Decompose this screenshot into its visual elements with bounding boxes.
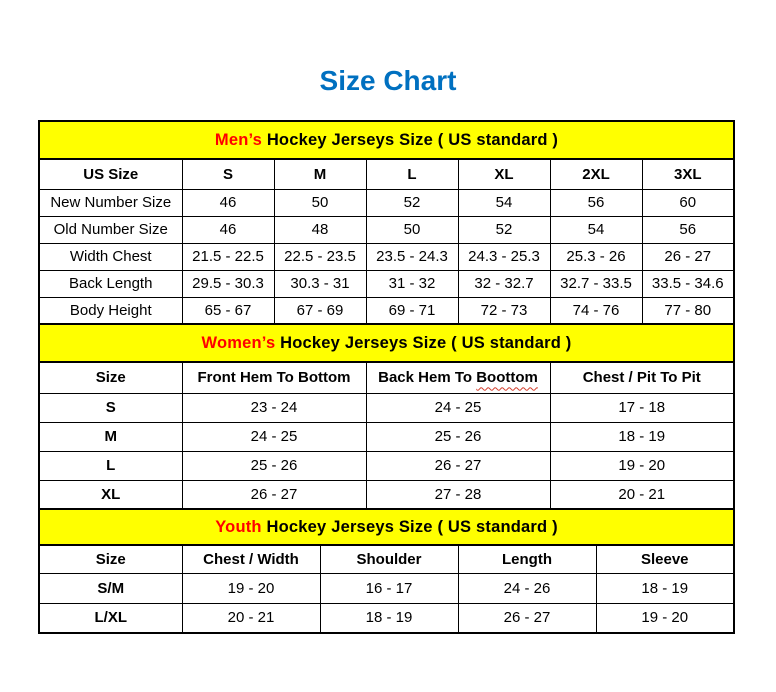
youth-band-highlight: Youth <box>215 517 262 536</box>
mens-value-cell: 22.5 - 23.5 <box>274 243 366 270</box>
youth-header-row <box>39 545 734 573</box>
mens-band-title: Hockey Jerseys Size ( US standard ) <box>262 130 559 149</box>
mens-value-cell: 26 - 27 <box>642 243 734 270</box>
youth-value-cell: 24 - 26 <box>458 573 596 603</box>
mens-value-cell: 52 <box>458 216 550 243</box>
mens-column-header: XL <box>458 159 550 189</box>
womens-value-cell: 26 - 27 <box>182 480 366 509</box>
womens-column-header-text: Size <box>95 369 126 387</box>
youth-column-header: Shoulder <box>320 545 458 573</box>
youth-section-band-row <box>39 509 734 545</box>
mens-column-header: 3XL <box>642 159 734 189</box>
mens-value-cell: 24.3 - 25.3 <box>458 243 550 270</box>
womens-band-title: Hockey Jerseys Size ( US standard ) <box>275 333 572 352</box>
womens-column-header <box>182 362 366 393</box>
youth-value-cell: 18 - 19 <box>320 603 458 633</box>
mens-size-table <box>38 120 735 325</box>
mens-column-header: US Size <box>39 159 182 189</box>
womens-column-header <box>39 362 182 393</box>
womens-row-label: L <box>39 451 182 480</box>
mens-value-cell: 54 <box>550 216 642 243</box>
mens-table-row <box>39 297 734 324</box>
womens-column-header-text: Front Hem To Bottom <box>197 369 351 387</box>
youth-band-title: Hockey Jerseys Size ( US standard ) <box>261 517 558 536</box>
mens-value-cell: 60 <box>642 189 734 216</box>
mens-value-cell: 23.5 - 24.3 <box>366 243 458 270</box>
youth-value-cell: 18 - 19 <box>596 573 734 603</box>
youth-column-header: Length <box>458 545 596 573</box>
womens-value-cell: 24 - 25 <box>182 422 366 451</box>
womens-section-band <box>39 324 734 362</box>
youth-section-band <box>39 509 734 545</box>
youth-column-header: Sleeve <box>596 545 734 573</box>
womens-band-highlight: Women’s <box>201 333 276 352</box>
mens-value-cell: 46 <box>182 189 274 216</box>
womens-value-cell: 24 - 25 <box>366 393 550 422</box>
mens-value-cell: 67 - 69 <box>274 297 366 324</box>
mens-value-cell: 32 - 32.7 <box>458 270 550 297</box>
womens-column-header-misspelled-word: Boottom <box>476 369 538 387</box>
mens-section-band <box>39 121 734 159</box>
womens-value-cell: 17 - 18 <box>550 393 734 422</box>
youth-row-label: L/XL <box>39 603 182 633</box>
womens-column-header <box>366 362 550 393</box>
mens-value-cell: 52 <box>366 189 458 216</box>
womens-row-label: S <box>39 393 182 422</box>
womens-header-row <box>39 362 734 393</box>
mens-column-header: M <box>274 159 366 189</box>
mens-table-row <box>39 243 734 270</box>
womens-table-row <box>39 451 734 480</box>
womens-value-cell: 18 - 19 <box>550 422 734 451</box>
mens-value-cell: 21.5 - 22.5 <box>182 243 274 270</box>
mens-value-cell: 77 - 80 <box>642 297 734 324</box>
youth-column-header: Chest / Width <box>182 545 320 573</box>
mens-value-cell: 48 <box>274 216 366 243</box>
mens-row-label: Old Number Size <box>39 216 182 243</box>
mens-value-cell: 25.3 - 26 <box>550 243 642 270</box>
youth-row-label: S/M <box>39 573 182 603</box>
womens-column-header-text: Back Hem To <box>378 369 477 387</box>
youth-value-cell: 19 - 20 <box>596 603 734 633</box>
mens-value-cell: 31 - 32 <box>366 270 458 297</box>
womens-row-label: M <box>39 422 182 451</box>
youth-value-cell: 20 - 21 <box>182 603 320 633</box>
womens-section-band-row <box>39 324 734 362</box>
youth-value-cell: 26 - 27 <box>458 603 596 633</box>
mens-row-label: Body Height <box>39 297 182 324</box>
womens-table-row <box>39 480 734 509</box>
mens-value-cell: 29.5 - 30.3 <box>182 270 274 297</box>
mens-table-row <box>39 216 734 243</box>
mens-value-cell: 50 <box>366 216 458 243</box>
womens-table-row <box>39 422 734 451</box>
page-title: Size Chart <box>319 65 457 96</box>
mens-value-cell: 32.7 - 33.5 <box>550 270 642 297</box>
mens-value-cell: 56 <box>642 216 734 243</box>
youth-value-cell: 19 - 20 <box>182 573 320 603</box>
womens-value-cell: 23 - 24 <box>182 393 366 422</box>
mens-table-row <box>39 270 734 297</box>
youth-column-header: Size <box>39 545 182 573</box>
youth-table-row <box>39 603 734 633</box>
mens-value-cell: 72 - 73 <box>458 297 550 324</box>
mens-value-cell: 69 - 71 <box>366 297 458 324</box>
womens-row-label: XL <box>39 480 182 509</box>
womens-value-cell: 25 - 26 <box>366 422 550 451</box>
mens-value-cell: 65 - 67 <box>182 297 274 324</box>
womens-size-table <box>38 323 735 510</box>
youth-size-table <box>38 508 735 634</box>
mens-header-row <box>39 159 734 189</box>
womens-value-cell: 25 - 26 <box>182 451 366 480</box>
mens-band-highlight: Men’s <box>214 130 263 149</box>
mens-value-cell: 46 <box>182 216 274 243</box>
mens-value-cell: 54 <box>458 189 550 216</box>
mens-value-cell: 56 <box>550 189 642 216</box>
womens-value-cell: 27 - 28 <box>366 480 550 509</box>
mens-column-header: S <box>182 159 274 189</box>
size-tables-container <box>38 120 733 634</box>
womens-value-cell: 20 - 21 <box>550 480 734 509</box>
mens-column-header: 2XL <box>550 159 642 189</box>
mens-row-label: Width Chest <box>39 243 182 270</box>
mens-row-label: Back Length <box>39 270 182 297</box>
mens-value-cell: 74 - 76 <box>550 297 642 324</box>
womens-value-cell: 19 - 20 <box>550 451 734 480</box>
womens-column-header <box>550 362 734 393</box>
womens-table-row <box>39 393 734 422</box>
mens-column-header: L <box>366 159 458 189</box>
womens-column-header-text: Chest / Pit To Pit <box>582 369 701 387</box>
mens-table-row <box>39 189 734 216</box>
mens-value-cell: 50 <box>274 189 366 216</box>
mens-value-cell: 33.5 - 34.6 <box>642 270 734 297</box>
mens-value-cell: 30.3 - 31 <box>274 270 366 297</box>
mens-row-label: New Number Size <box>39 189 182 216</box>
mens-section-band-row <box>39 121 734 159</box>
youth-value-cell: 16 - 17 <box>320 573 458 603</box>
youth-table-row <box>39 573 734 603</box>
womens-value-cell: 26 - 27 <box>366 451 550 480</box>
